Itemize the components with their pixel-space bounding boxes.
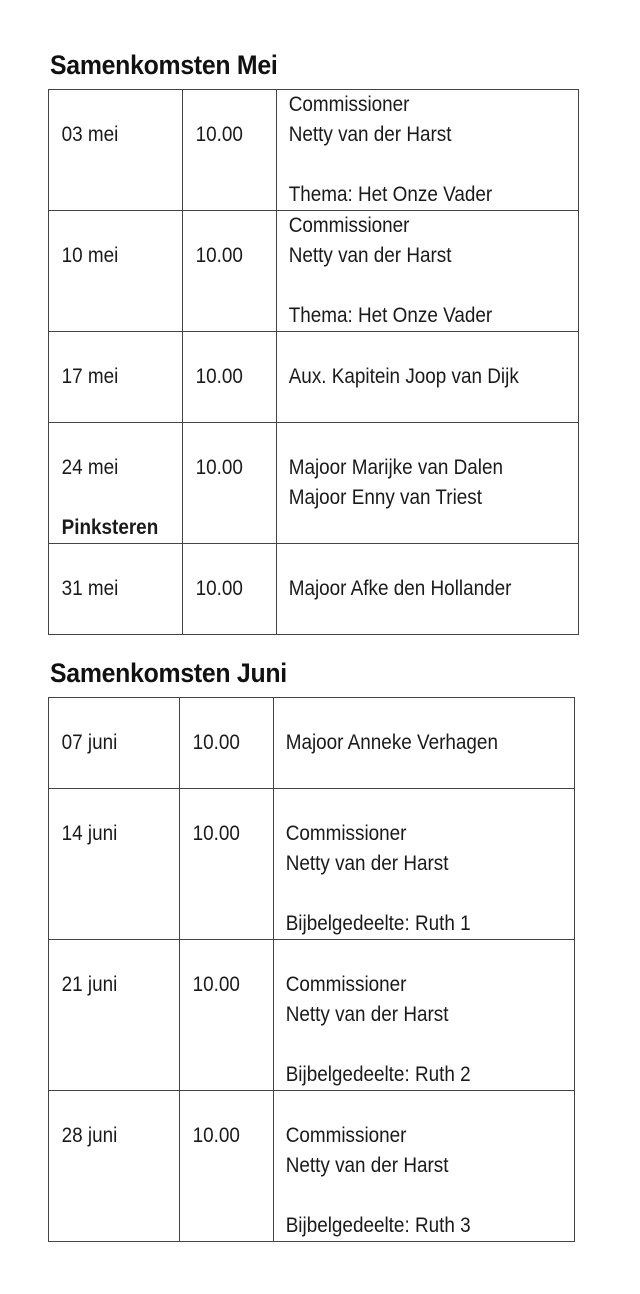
date-label: 17 mei: [61, 365, 119, 388]
section-title-mei: Samenkomsten Mei: [50, 50, 278, 80]
date-note: Pinksteren: [61, 516, 159, 539]
speaker-line: Majoor Anneke Verhagen: [285, 731, 498, 754]
table-row: [49, 211, 579, 332]
date-cell: [49, 90, 183, 211]
speaker-cell: [277, 332, 579, 423]
time-cell: [183, 423, 277, 544]
speaker-line: Commissioner: [285, 822, 407, 845]
time-label: 10.00: [195, 577, 243, 600]
date-cell: [49, 1091, 180, 1242]
table-row: [49, 332, 579, 423]
speaker-line: Netty van der Harst: [285, 1003, 449, 1026]
speaker-line: Majoor Enny van Triest: [288, 486, 482, 509]
date-cell: [49, 698, 180, 789]
table-row: [49, 1091, 575, 1242]
speaker-line: Bijbelgedeelte: Ruth 1: [285, 912, 471, 935]
table-row: [49, 698, 575, 789]
date-label: 07 juni: [61, 731, 118, 754]
schedule-table-juni: [48, 697, 575, 1242]
speaker-line: Commissioner: [285, 973, 407, 996]
speaker-line: Majoor Marijke van Dalen: [288, 456, 503, 479]
date-label: 31 mei: [61, 577, 119, 600]
time-cell: [180, 789, 274, 940]
speaker-cell: [277, 544, 579, 635]
speaker-cell: [274, 789, 575, 940]
speaker-cell: [274, 698, 575, 789]
time-label: 10.00: [192, 731, 240, 754]
speaker-cell: [277, 90, 579, 211]
date-cell: [49, 789, 180, 940]
time-cell: [183, 90, 277, 211]
date-cell: [49, 211, 183, 332]
speaker-cell: [274, 1091, 575, 1242]
time-label: 10.00: [195, 123, 243, 146]
speaker-line: Commissioner: [285, 1124, 407, 1147]
time-cell: [183, 332, 277, 423]
time-cell: [183, 211, 277, 332]
spacer-line: [286, 1181, 544, 1211]
spacer-line: [289, 150, 548, 180]
speaker-line: Aux. Kapitein Joop van Dijk: [288, 365, 519, 388]
speaker-line: Thema: Het Onze Vader: [288, 304, 493, 327]
spacer-line: [289, 271, 548, 301]
time-label: 10.00: [192, 1124, 240, 1147]
speaker-line: Netty van der Harst: [288, 244, 452, 267]
date-cell: [49, 332, 183, 423]
speaker-line: Commissioner: [288, 214, 410, 237]
table-row: [49, 544, 579, 635]
date-cell: [49, 423, 183, 544]
speaker-cell: [274, 940, 575, 1091]
spacer-line: [286, 1030, 544, 1060]
time-cell: [180, 1091, 274, 1242]
time-label: 10.00: [195, 244, 243, 267]
date-label: 03 mei: [61, 123, 119, 146]
time-cell: [180, 940, 274, 1091]
time-cell: [180, 698, 274, 789]
speaker-line: Netty van der Harst: [288, 123, 452, 146]
table-row: [49, 940, 575, 1091]
speaker-line: Majoor Afke den Hollander: [288, 577, 512, 600]
speaker-line: Bijbelgedeelte: Ruth 2: [285, 1063, 471, 1086]
speaker-line: Bijbelgedeelte: Ruth 3: [285, 1214, 471, 1237]
date-label: 21 juni: [61, 973, 118, 996]
section-title-juni: Samenkomsten Juni: [50, 658, 287, 688]
date-label: 24 mei: [61, 456, 119, 479]
speaker-line: Netty van der Harst: [285, 852, 449, 875]
time-cell: [183, 544, 277, 635]
date-label: 14 juni: [61, 822, 118, 845]
schedule-table-mei: [48, 89, 579, 635]
date-label: 28 juni: [61, 1124, 118, 1147]
date-cell: [49, 940, 180, 1091]
date-cell: [49, 544, 183, 635]
speaker-cell: [277, 423, 579, 544]
speaker-line: Thema: Het Onze Vader: [288, 183, 493, 206]
speaker-cell: [277, 211, 579, 332]
speaker-line: Netty van der Harst: [285, 1154, 449, 1177]
time-label: 10.00: [195, 456, 243, 479]
date-label: 10 mei: [61, 244, 119, 267]
spacer-line: [286, 879, 544, 909]
time-label: 10.00: [195, 365, 243, 388]
table-row: [49, 423, 579, 544]
speaker-line: Commissioner: [288, 93, 410, 116]
table-row: [49, 90, 579, 211]
table-row: [49, 789, 575, 940]
time-label: 10.00: [192, 822, 240, 845]
time-label: 10.00: [192, 973, 240, 996]
